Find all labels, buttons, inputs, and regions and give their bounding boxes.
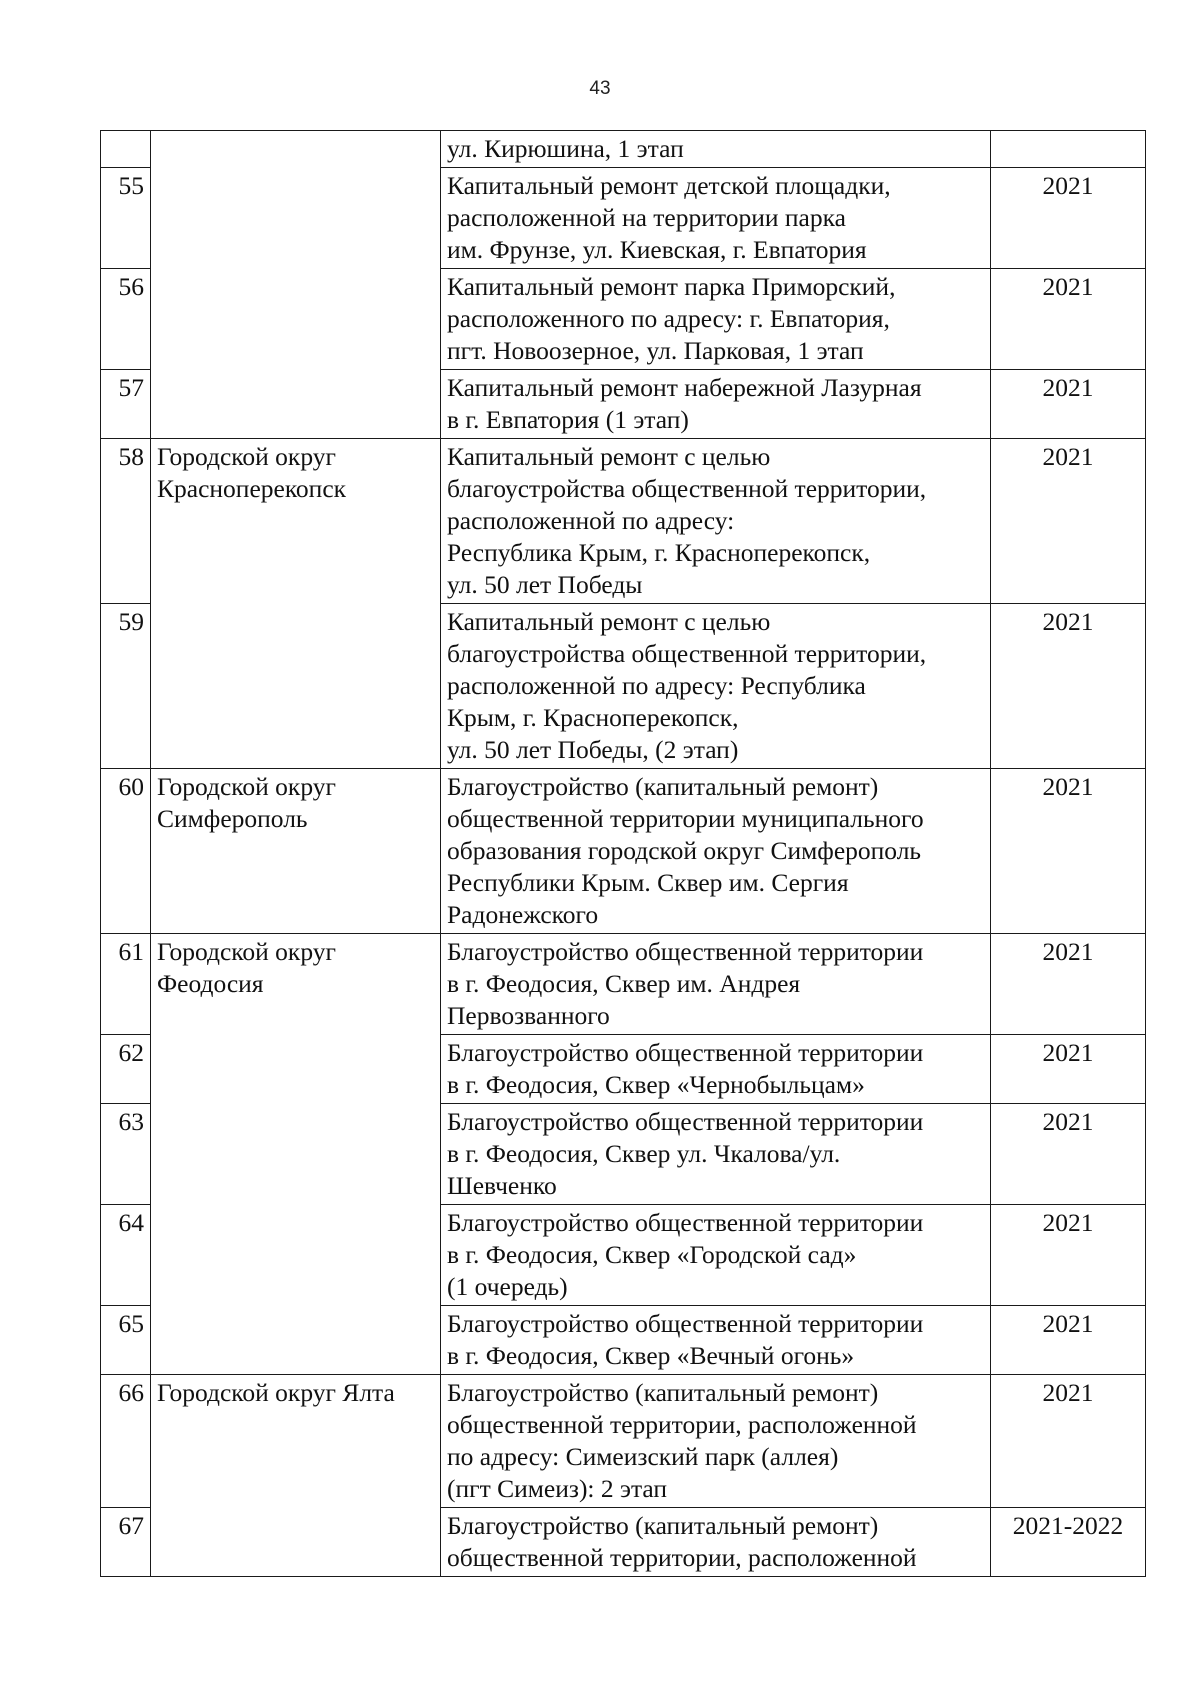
- row-number: 67: [101, 1508, 151, 1577]
- description-line: Благоустройство общественной территории: [447, 1107, 924, 1136]
- description-cell: [441, 1306, 991, 1375]
- description-line: в г. Феодосия, Сквер ул. Чкалова/ул.: [447, 1139, 841, 1168]
- description-line: Республики Крым. Сквер им. Сергия: [447, 868, 849, 897]
- year-cell: 2021: [991, 269, 1146, 370]
- municipality-cell: [151, 769, 441, 934]
- description-line: образования городской округ Симферополь: [447, 836, 922, 865]
- row-number: 57: [101, 370, 151, 439]
- description-line: расположенной по адресу:: [447, 506, 735, 535]
- description-line: в г. Феодосия, Сквер «Вечный огонь»: [447, 1341, 855, 1370]
- description-cell: [441, 1104, 991, 1205]
- description-line: Капитальный ремонт детской площадки,: [447, 171, 891, 200]
- row-number: 61: [101, 934, 151, 1035]
- description-line: расположенного по адресу: г. Евпатория,: [447, 304, 890, 333]
- row-number: 60: [101, 769, 151, 934]
- description-line: Капитальный ремонт с целью: [447, 607, 771, 636]
- description-line: в г. Феодосия, Сквер «Городской сад»: [447, 1240, 857, 1269]
- description-line: ул. 50 лет Победы: [447, 570, 643, 599]
- description-line: (пгт Симеиз): 2 этап: [447, 1474, 668, 1503]
- row-number: 55: [101, 168, 151, 269]
- municipality-line: Красноперекопск: [157, 474, 347, 503]
- year-cell: [991, 131, 1146, 168]
- description-cell: [441, 1035, 991, 1104]
- description-cell: [441, 769, 991, 934]
- description-line: Благоустройство (капитальный ремонт): [447, 1378, 879, 1407]
- description-line: Шевченко: [447, 1171, 557, 1200]
- description-line: пгт. Новоозерное, ул. Парковая, 1 этап: [447, 336, 864, 365]
- year-cell: 2021: [991, 370, 1146, 439]
- municipality-cell: [151, 439, 441, 769]
- year-cell: 2021: [991, 1035, 1146, 1104]
- description-line: Капитальный ремонт набережной Лазурная: [447, 373, 922, 402]
- year-cell: 2021: [991, 934, 1146, 1035]
- description-line: Капитальный ремонт парка Приморский,: [447, 272, 896, 301]
- municipality-line: Городской округ: [157, 772, 336, 801]
- description-line: общественной территории муниципального: [447, 804, 924, 833]
- table-body: [101, 131, 1146, 1577]
- description-cell: [441, 269, 991, 370]
- year-cell: 2021: [991, 769, 1146, 934]
- municipality-cell: [151, 131, 441, 439]
- description-line: в г. Феодосия, Сквер «Чернобыльцам»: [447, 1070, 865, 1099]
- registry-table: [100, 130, 1146, 1577]
- description-line: Благоустройство общественной территории: [447, 1038, 924, 1067]
- table-row: [101, 769, 1146, 934]
- description-line: Радонежского: [447, 900, 599, 929]
- table-row: [101, 934, 1146, 1035]
- description-line: Крым, г. Красноперекопск,: [447, 703, 739, 732]
- year-cell: 2021: [991, 1205, 1146, 1306]
- year-cell: 2021: [991, 439, 1146, 604]
- municipality-line: Городской округ: [157, 442, 336, 471]
- description-line: Благоустройство общественной территории: [447, 1309, 924, 1338]
- description-line: общественной территории, расположенной: [447, 1543, 917, 1572]
- row-number: 62: [101, 1035, 151, 1104]
- municipality-line: Симферополь: [157, 804, 308, 833]
- description-cell: [441, 439, 991, 604]
- row-number: 66: [101, 1375, 151, 1508]
- description-cell: [441, 1375, 991, 1508]
- description-line: по адресу: Симеизский парк (аллея): [447, 1442, 839, 1471]
- description-line: ул. 50 лет Победы, (2 этап): [447, 735, 739, 764]
- description-cell: [441, 168, 991, 269]
- row-number: 65: [101, 1306, 151, 1375]
- municipality-line: Городской округ: [157, 937, 336, 966]
- description-line: расположенной по адресу: Республика: [447, 671, 866, 700]
- description-cell: [441, 1508, 991, 1577]
- description-line: Благоустройство (капитальный ремонт): [447, 772, 879, 801]
- description-cell: [441, 604, 991, 769]
- year-cell: 2021: [991, 168, 1146, 269]
- row-number: 56: [101, 269, 151, 370]
- description-line: расположенной на территории парка: [447, 203, 846, 232]
- table-row: [101, 131, 1146, 168]
- row-number: 64: [101, 1205, 151, 1306]
- year-cell: 2021: [991, 1375, 1146, 1508]
- year-cell: 2021: [991, 1104, 1146, 1205]
- description-cell: [441, 370, 991, 439]
- table-row: [101, 1375, 1146, 1508]
- description-line: в г. Евпатория (1 этап): [447, 405, 689, 434]
- row-number: 63: [101, 1104, 151, 1205]
- description-line: Республика Крым, г. Красноперекопск,: [447, 538, 871, 567]
- municipality-line: Феодосия: [157, 969, 264, 998]
- description-line: благоустройства общественной территории,: [447, 474, 927, 503]
- page-number: 43: [589, 78, 611, 99]
- description-line: Благоустройство (капитальный ремонт): [447, 1511, 879, 1540]
- row-number: 58: [101, 439, 151, 604]
- description-cell: [441, 934, 991, 1035]
- municipality-cell: [151, 1375, 441, 1577]
- year-cell: 2021: [991, 1306, 1146, 1375]
- municipality-cell: [151, 934, 441, 1375]
- municipality-line: Городской округ Ялта: [157, 1378, 395, 1407]
- description-line: Благоустройство общественной территории: [447, 937, 924, 966]
- row-number: [101, 131, 151, 168]
- description-line: благоустройства общественной территории,: [447, 639, 927, 668]
- description-line: Первозванного: [447, 1001, 610, 1030]
- description-line: Капитальный ремонт с целью: [447, 442, 771, 471]
- description-line: (1 очередь): [447, 1272, 568, 1301]
- year-cell: 2021-2022: [991, 1508, 1146, 1577]
- row-number: 59: [101, 604, 151, 769]
- description-line: в г. Феодосия, Сквер им. Андрея: [447, 969, 801, 998]
- description-line: ул. Кирюшина, 1 этап: [447, 134, 684, 163]
- table-row: [101, 439, 1146, 604]
- description-line: им. Фрунзе, ул. Киевская, г. Евпатория: [447, 235, 867, 264]
- year-cell: 2021: [991, 604, 1146, 769]
- description-line: общественной территории, расположенной: [447, 1410, 917, 1439]
- description-cell: [441, 1205, 991, 1306]
- description-line: Благоустройство общественной территории: [447, 1208, 924, 1237]
- description-cell: [441, 131, 991, 168]
